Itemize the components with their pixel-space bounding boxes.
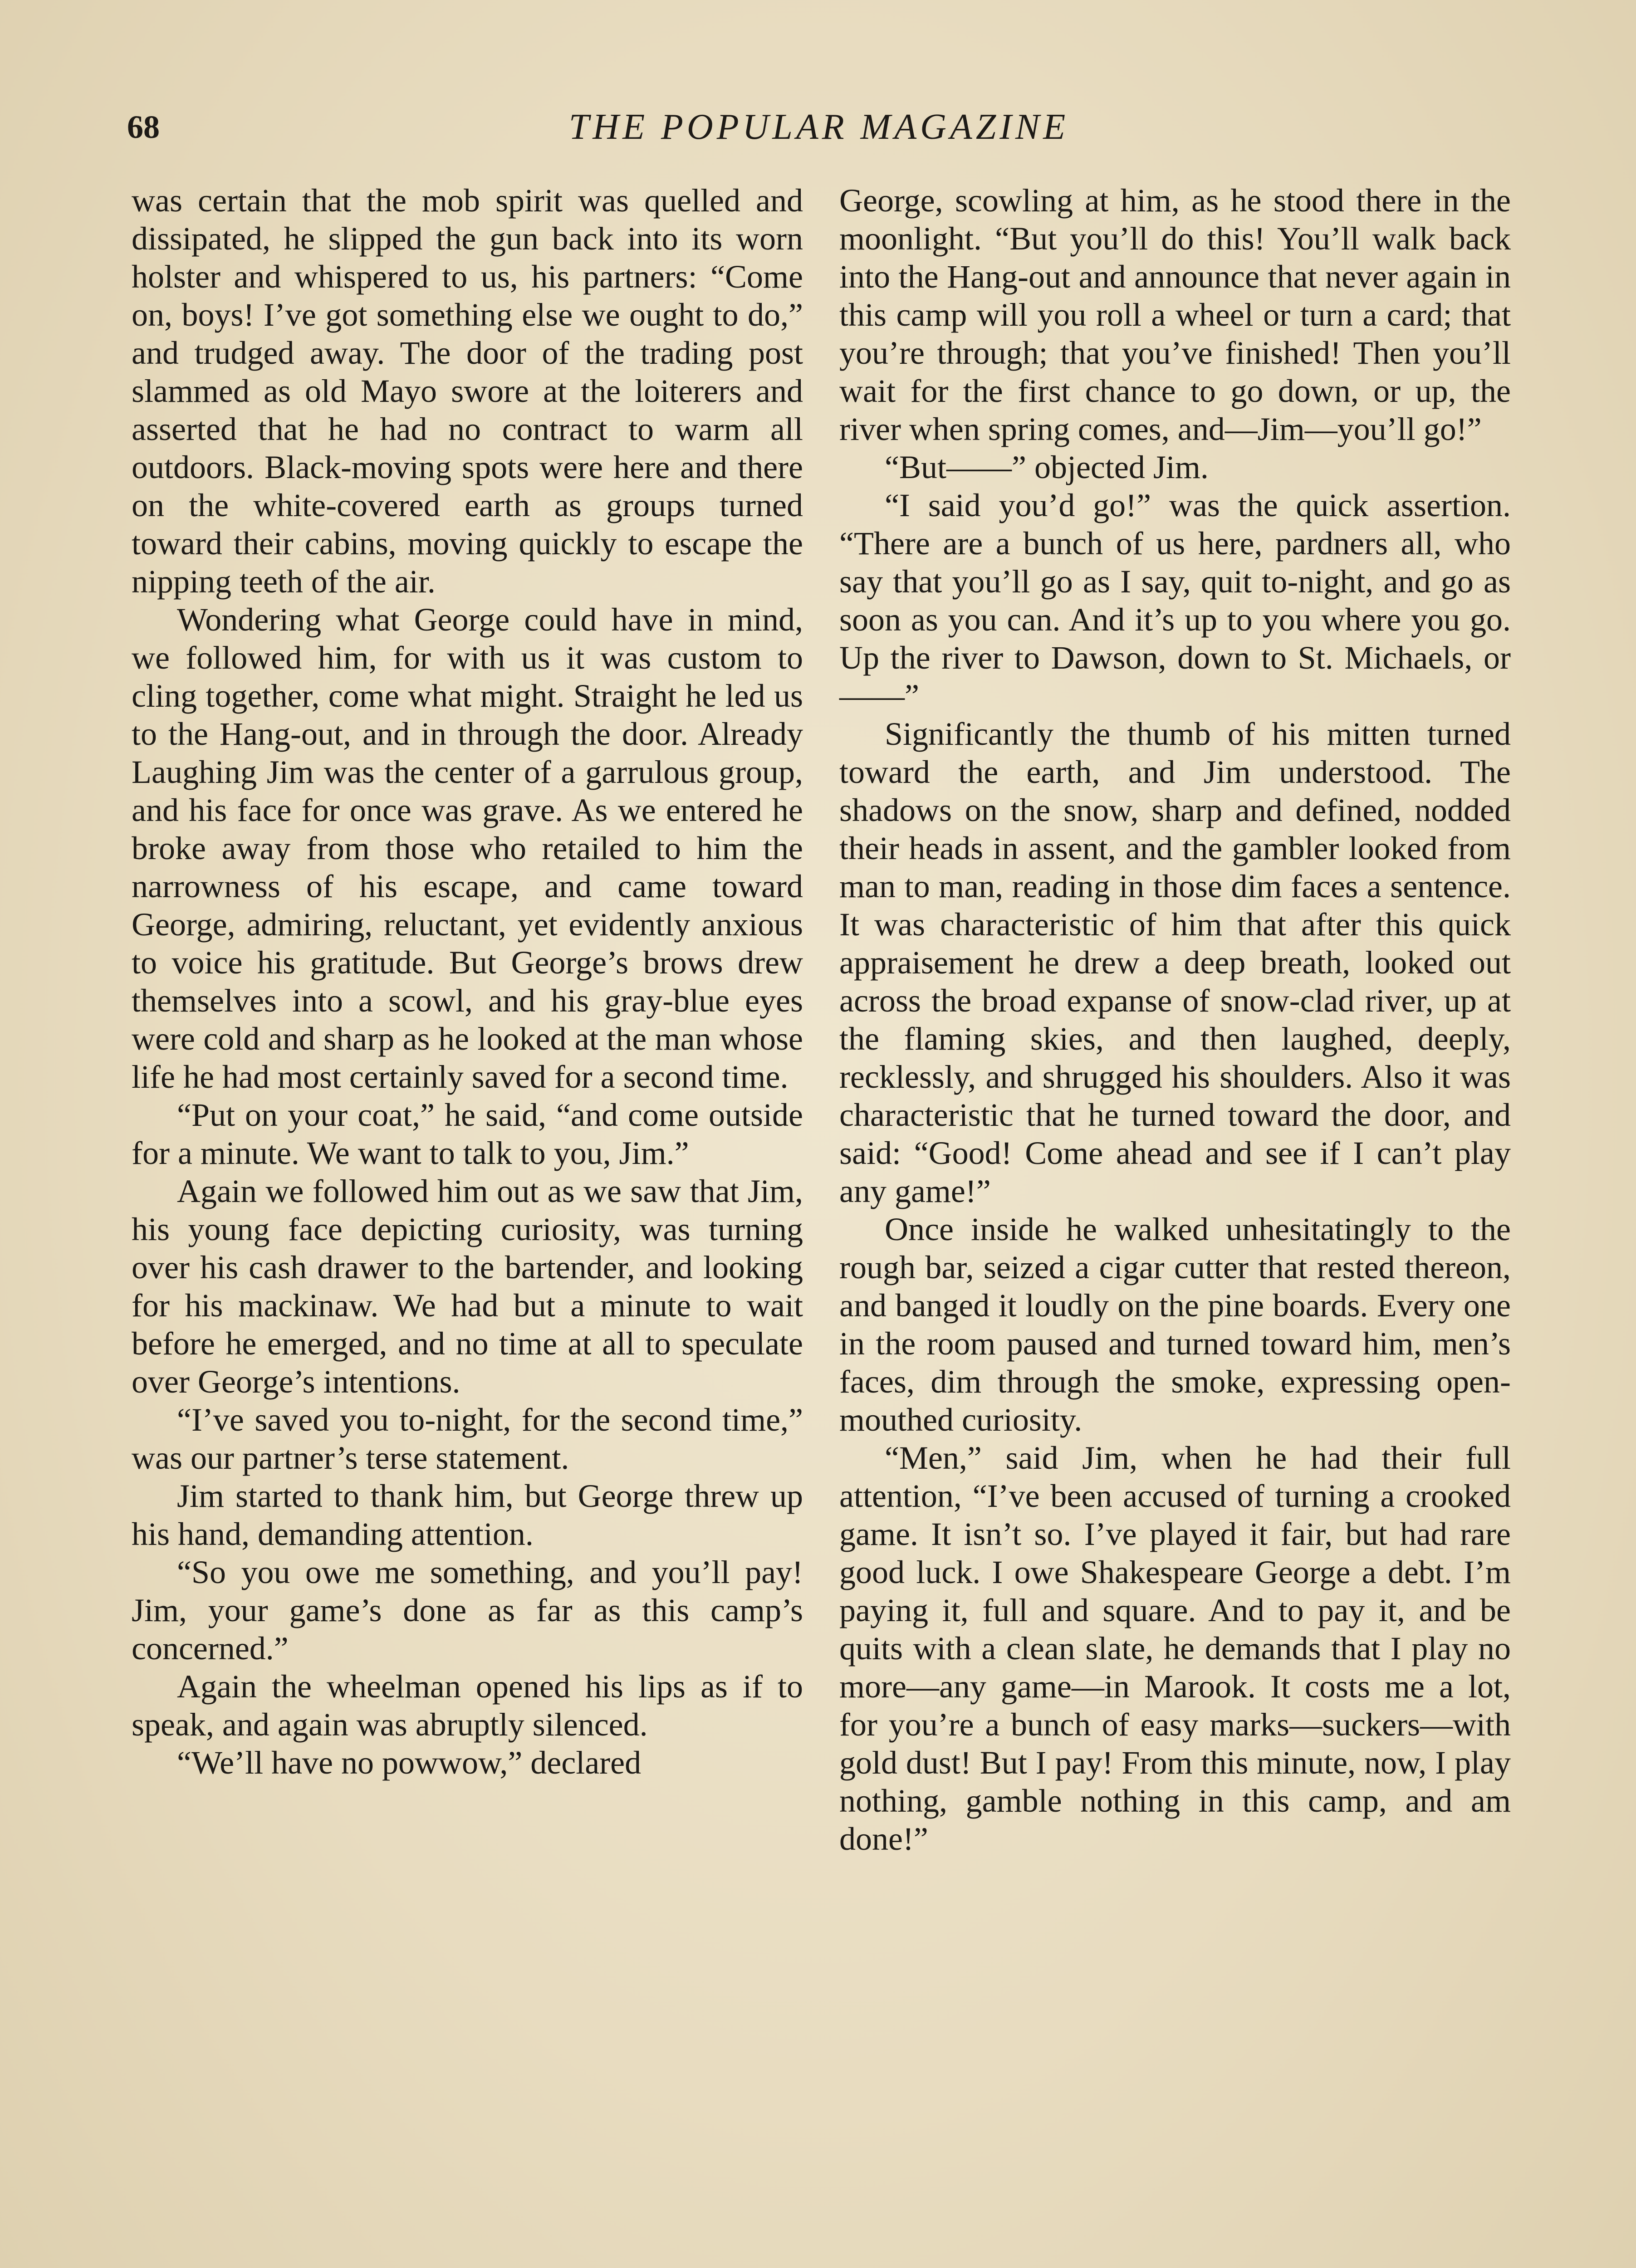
paragraph: “So you owe me something, and you’ll pay! Jim, your game’s done as far as this camp’s concerned.” [132, 1554, 803, 1667]
paragraph: Jim started to thank him, but George threw up his hand, demanding attention. [132, 1478, 803, 1552]
paragraph: Significantly the thumb of his mitten turned toward the earth, and Jim understood. The shadows on the snow, sharp and defined, nodded their heads in assent, and the gambler looked from man to man, reading in those dim faces a sentence. It was characteristic of him that after this quick appraisement he drew a deep breath, looked out across the broad expanse of snow-clad river, up at the flaming skies, and then laughed, deeply, recklessly, and shrugged his shoulders. Also it was characteristic that he turned toward the door, and said: “Good! Come ahead and see if I can’t play any game!” [839, 716, 1511, 1209]
paragraph: “I’ve saved you to-night, for the second time,” was our partner’s terse statement. [132, 1402, 803, 1476]
paragraph: “Men,” said Jim, when he had their full attention, “I’ve been accused of turning a crooked game. It isn’t so. I’ve played it fair, but had rare good luck. I owe Shakespeare George a debt. I’m paying it, full and square. And to pay it, and be quits with a clean slate, he demands that I play no more—any game—in Marook. It costs me a lot, for you’re a bunch of easy marks—suckers—with gold dust! But I pay! From this minute, now, I play nothing, gamble nothing in this camp, and am done!” [839, 1440, 1511, 1857]
page-header [127, 98, 1511, 156]
paragraph: Again the wheelman opened his lips as if to speak, and again was abruptly silenced. [132, 1668, 803, 1743]
page-number: 68 [127, 109, 160, 145]
right-column [839, 181, 1511, 1858]
paragraph: Once inside he walked unhesitatingly to the rough bar, seized a cigar cutter that rested thereon, and banged it loudly on the pine boards. Every one in the room paused and turned toward him, men’s faces, dim through the smoke, expressing open-mouthed curiosity. [839, 1211, 1511, 1438]
running-head: THE POPULAR MAGAZINE [568, 107, 1069, 147]
paragraph: “Put on your coat,” he said, “and come outside for a minute. We want to talk to you, Jim.” [132, 1097, 803, 1171]
paragraph: “We’ll have no powwow,” declared [177, 1745, 642, 1781]
paragraph: was certain that the mob spirit was quelled and dissipated, he slipped the gun back into its worn holster and whispered to us, his partners: “Come on, boys! I’ve got something else we ought to do,” and trudged away. The door of the trading post slammed as old Mayo swore at the loiterers and asserted that he had no contract to warm all outdoors. Black-moving spots were here and there on the white-covered earth as groups turned toward their cabins, moving quickly to escape the nipping teeth of the air. [132, 182, 803, 600]
paragraph: Wondering what George could have in mind, we followed him, for with us it was custom to cling together, come what might. Straight he led us to the Hang-out, and in through the door. Already Laughing Jim was the center of a garrulous group, and his face for once was grave. As we entered he broke away from those who retailed to him the narrowness of his escape, and came toward George, admiring, reluctant, yet evidently anxious to voice his gratitude. But George’s brows drew themselves into a scowl, and his gray-blue eyes were cold and sharp as he looked at the man whose life he had most certainly saved for a second time. [132, 601, 803, 1095]
paragraph: George, scowling at him, as he stood there in the moonlight. “But you’ll do this! You’ll walk back into the Hang-out and announce that never again in this camp will you roll a wheel or turn a card; that you’re through; that you’ve finished! Then you’ll wait for the first chance to go down, or up, the river when spring comes, and—Jim—you’ll go!” [839, 182, 1511, 447]
paragraph: Again we followed him out as we saw that Jim, his young face depicting curiosity, was turning over his cash drawer to the bartender, and looking for his mackinaw. We had but a minute to wait before he emerged, and no time at all to speculate over George’s intentions. [132, 1173, 803, 1400]
left-column [132, 181, 803, 1782]
paragraph: “But——” objected Jim. [885, 449, 1209, 485]
paragraph: “I said you’d go!” was the quick assertion. “There are a bunch of us here, pardners all, who say that you’ll go as I say, quit to-night, and go as soon as you can. And it’s up to you where you go. Up the river to Dawson, down to St. Michaels, or——” [839, 487, 1511, 714]
